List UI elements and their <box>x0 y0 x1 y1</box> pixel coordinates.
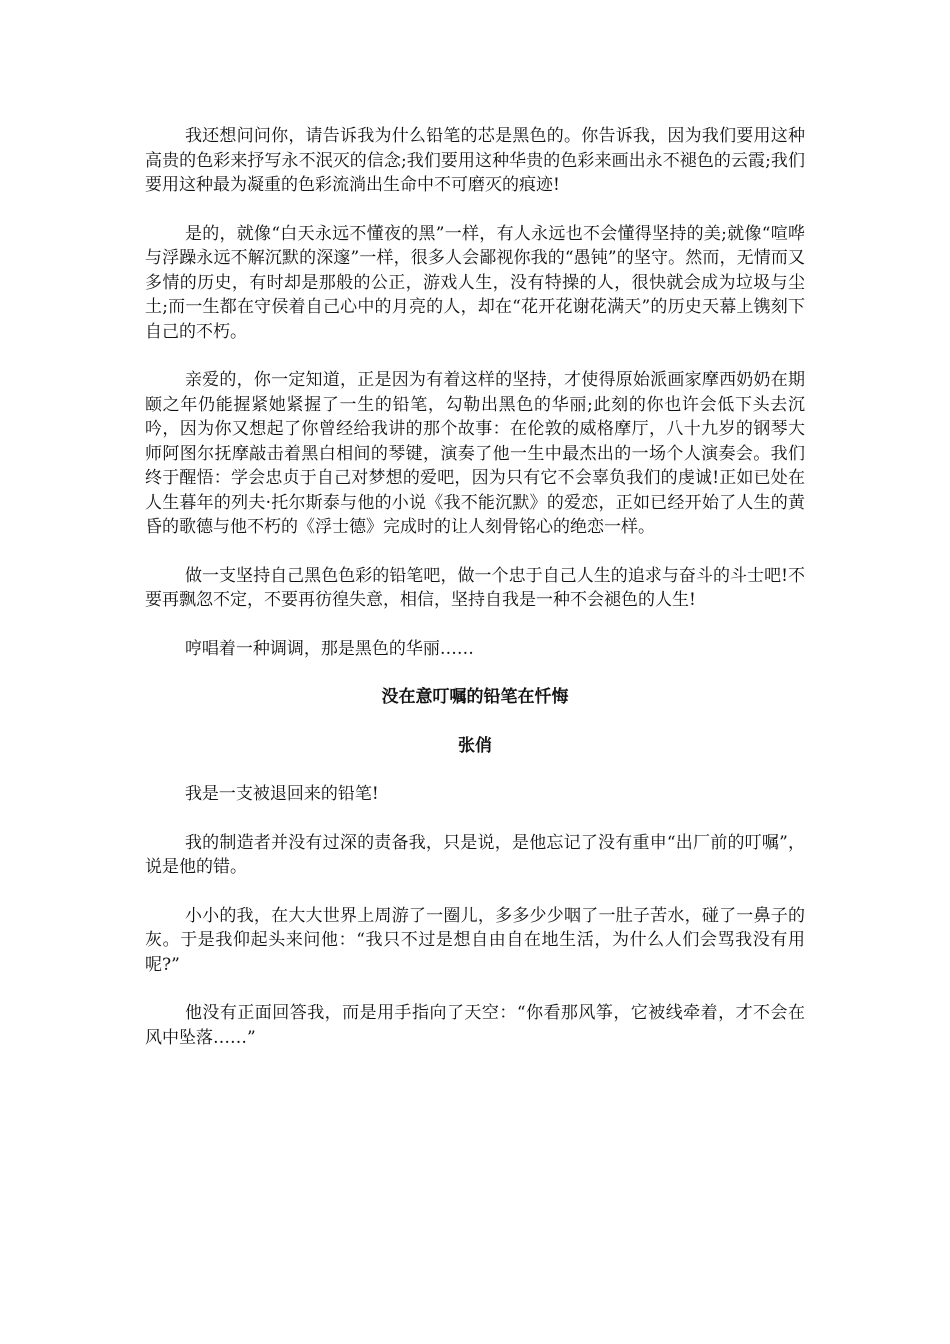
document-body <box>145 124 805 1074</box>
paragraph: 小小的我，在大大世界上周游了一圈儿，多多少少咽了一肚子苦水，碰了一鼻子的灰。于是我仰起头来问他：“我只不过是想自由自在地生活，为什么人们会骂我没有用呢?” <box>145 905 805 975</box>
essay-title: 没在意叮嘱的铅笔在忏悔 <box>381 687 569 707</box>
paragraph: 我还想问问你，请告诉我为什么铅笔的芯是黑色的。你告诉我，因为我们要用这种高贵的色彩来抒写永不泯灭的信念;我们要用这种华贵的色彩来画出永不褪色的云霞;我们要用这种最为凝重的色彩流淌出生命中不可磨灭的痕迹! <box>145 126 805 195</box>
paragraph: 亲爱的，你一定知道，正是因为有着这样的坚持，才使得原始派画家摩西奶奶在期颐之年仍能握紧她紧握了一生的铅笔，勾勒出黑色的华丽;此刻的你也许会低下头去沉吟，因为你又想起了你曾经给我讲的那个故事：在伦敦的威格摩厅，八十九岁的钢琴大师阿图尔抚摩敲击着黑白相间的琴键，演奏了他一生中最杰出的一场个人演奏会。我们终于醒悟：学会忠贞于自己对梦想的爱吧，因为只有它不会辜负我们的虔诚!正如已处在人生暮年的列夫·托尔斯泰与他的小说《我不能沉默》的爱恋，正如已经开始了人生的黄昏的歌德与他不朽的《浮士德》完成时的让人刻骨铭心的绝恋一样。 <box>145 370 805 537</box>
paragraph: 是的，就像“白天永远不懂夜的黑”一样，有人永远也不会懂得坚持的美;就像“喧哗与浮躁永远不解沉默的深邃”一样，很多人会鄙视你我的“愚钝”的坚守。然而，无情而又多情的历史，有时却是那般的公正，游戏人生，没有特操的人，很快就会成为垃圾与尘土;而一生都在守侯着自己心中的月亮的人，却在“花开花谢花满天”的历史天幕上镌刻下自己的不朽。 <box>145 223 805 342</box>
paragraph: 做一支坚持自己黑色色彩的铅笔吧，做一个忠于自己人生的追求与奋斗的斗士吧!不要再飘忽不定，不要再彷徨失意，相信，坚持自我是一种不会褪色的人生! <box>145 565 805 610</box>
paragraph: 他没有正面回答我，而是用手指向了天空：“你看那风筝，它被线牵着，才不会在风中坠落……” <box>145 1003 805 1048</box>
paragraph: 我是一支被退回来的铅笔! <box>184 784 379 804</box>
paragraph: 哼唱着一种调调，那是黑色的华丽…… <box>184 638 474 659</box>
essay-author: 张俏 <box>458 735 492 756</box>
paragraph: 我的制造者并没有过深的责备我，只是说，是他忘记了没有重申“出厂前的叮嘱”，说是他的错。 <box>145 832 805 877</box>
